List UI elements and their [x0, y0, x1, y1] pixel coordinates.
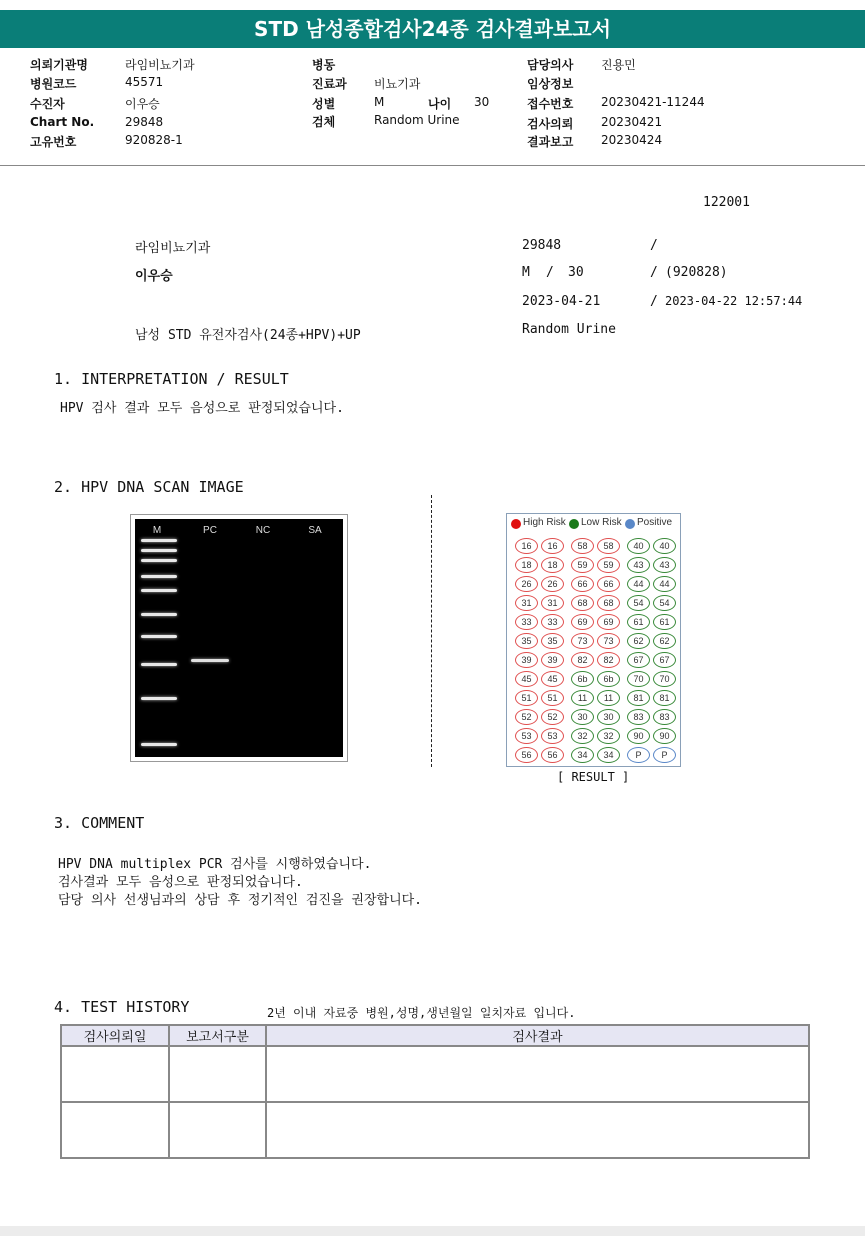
legend-dot-icon	[569, 519, 579, 529]
header-label: Chart No.	[30, 115, 95, 129]
header-value: 920828-1	[125, 133, 183, 147]
hpv-type-cell: 44	[653, 576, 676, 592]
header-label: 접수번호	[527, 97, 574, 111]
history-cell	[61, 1102, 169, 1158]
hpv-type-cell: 33	[541, 614, 564, 630]
hpv-type-cell: 35	[541, 633, 564, 649]
hpv-type-cell: 70	[653, 671, 676, 687]
comment-line-3: 담당 의사 선생님과의 상담 후 정기적인 검진을 권장합니다.	[58, 893, 423, 908]
page-footer-bar	[0, 1226, 865, 1236]
hpv-type-cell: 40	[627, 538, 650, 554]
hpv-type-cell: 35	[515, 633, 538, 649]
gel-image	[130, 514, 348, 762]
interpretation-text: HPV 검사 결과 모두 음성으로 판정되었습니다.	[60, 401, 344, 416]
gel-ladder-band	[141, 697, 177, 700]
legend-label: Low Risk	[581, 517, 622, 528]
hpv-type-cell: 67	[627, 652, 650, 668]
hpv-type-cell: 44	[627, 576, 650, 592]
hpv-type-cell: 66	[571, 576, 594, 592]
legend-label: High Risk	[523, 517, 566, 528]
hpv-type-cell: 31	[515, 595, 538, 611]
gel-ladder-band	[141, 539, 177, 542]
hpv-type-cell: 62	[627, 633, 650, 649]
hpv-type-cell: P	[627, 747, 650, 763]
hpv-type-cell: 45	[541, 671, 564, 687]
hpv-type-cell: 16	[515, 538, 538, 554]
comment-line-1: HPV DNA multiplex PCR 검사를 시행하였습니다.	[58, 857, 372, 872]
hpv-type-cell: 56	[541, 747, 564, 763]
summary-slash-2: /	[650, 265, 658, 280]
hpv-result-caption: [ RESULT ]	[557, 770, 630, 784]
summary-test-name: 남성 STD 유전자검사(24종+HPV)+UP	[135, 328, 361, 343]
hpv-type-cell: 73	[597, 633, 620, 649]
header-value: 20230421	[601, 115, 663, 129]
header-value: Random Urine	[374, 113, 460, 127]
hpv-type-cell: 33	[515, 614, 538, 630]
hpv-type-cell: 34	[597, 747, 620, 763]
age-label: 나이	[428, 97, 452, 111]
history-cell	[61, 1046, 169, 1102]
hpv-type-cell: 53	[515, 728, 538, 744]
hpv-type-cell: 18	[541, 557, 564, 573]
image-divider	[431, 495, 432, 767]
hpv-type-cell: 73	[571, 633, 594, 649]
hpv-type-cell: 83	[627, 709, 650, 725]
hpv-type-cell: 62	[653, 633, 676, 649]
hpv-type-cell: 40	[653, 538, 676, 554]
hpv-type-cell: 43	[653, 557, 676, 573]
legend-dot-icon	[511, 519, 521, 529]
hpv-type-cell: 53	[541, 728, 564, 744]
hpv-type-cell: 59	[597, 557, 620, 573]
summary-age: 30	[568, 265, 584, 280]
gel-background	[135, 519, 343, 757]
gel-ladder-band	[141, 589, 177, 592]
header-value: 29848	[125, 115, 164, 129]
header-label: 결과보고	[527, 135, 574, 149]
history-cell	[266, 1046, 809, 1102]
table-row	[61, 1102, 809, 1158]
hpv-type-cell: 11	[597, 690, 620, 706]
history-cell	[169, 1046, 266, 1102]
header-value: 이우승	[125, 97, 160, 111]
header-label: 담당의사	[527, 58, 574, 72]
hpv-type-cell: 90	[627, 728, 650, 744]
hpv-type-cell: 66	[597, 576, 620, 592]
history-cell	[266, 1102, 809, 1158]
gel-ladder-band	[141, 743, 177, 746]
section-2-title: 2. HPV DNA SCAN IMAGE	[54, 478, 244, 496]
hpv-type-cell: 68	[597, 595, 620, 611]
hpv-type-cell: 69	[571, 614, 594, 630]
hpv-type-cell: 56	[515, 747, 538, 763]
hpv-type-cell: 31	[541, 595, 564, 611]
hpv-type-cell: 30	[571, 709, 594, 725]
hpv-type-cell: 51	[515, 690, 538, 706]
summary-date-reported: 2023-04-22 12:57:44	[665, 294, 803, 308]
header-value: 20230421-11244	[601, 95, 705, 109]
hpv-type-cell: 61	[653, 614, 676, 630]
age-value: 30	[474, 95, 490, 109]
header-value: 비뇨기과	[374, 77, 421, 91]
hpv-type-cell: 18	[515, 557, 538, 573]
header-divider	[0, 165, 865, 166]
gel-lane-label: M	[152, 525, 162, 536]
hpv-type-cell: 70	[627, 671, 650, 687]
hpv-type-cell: 52	[541, 709, 564, 725]
header-label: 고유번호	[30, 135, 77, 149]
history-note: 2년 이내 자료중 병원,성명,생년월일 일치자료 입니다.	[267, 1006, 576, 1020]
hpv-type-cell: 90	[653, 728, 676, 744]
history-table	[60, 1024, 810, 1159]
section-4-title: 4. TEST HISTORY	[54, 998, 190, 1016]
header-value: 진용민	[601, 58, 636, 72]
hpv-type-cell: 51	[541, 690, 564, 706]
hpv-type-cell: 26	[515, 576, 538, 592]
hpv-result-panel	[506, 513, 681, 767]
history-cell	[169, 1102, 266, 1158]
hpv-type-cell: 68	[571, 595, 594, 611]
header-label: 임상정보	[527, 77, 574, 91]
hpv-type-cell: 81	[653, 690, 676, 706]
gel-ladder-band	[141, 575, 177, 578]
comment-line-2: 검사결과 모두 음성으로 판정되었습니다.	[58, 875, 303, 890]
hpv-type-cell: 54	[627, 595, 650, 611]
hpv-type-cell: 81	[627, 690, 650, 706]
section-3-title: 3. COMMENT	[54, 814, 145, 832]
hpv-type-cell: 39	[515, 652, 538, 668]
legend-dot-icon	[625, 519, 635, 529]
hpv-type-cell: 83	[653, 709, 676, 725]
hpv-type-cell: 30	[597, 709, 620, 725]
header-label: 병원코드	[30, 77, 77, 91]
gel-ladder-band	[141, 635, 177, 638]
summary-clinic: 라임비뇨기과	[135, 241, 211, 256]
gel-pc-band	[191, 659, 229, 662]
history-header-report-type: 보고서구분	[169, 1025, 266, 1046]
hpv-type-cell: 6b	[597, 671, 620, 687]
report-title: STD 남성종합검사24종 검사결과보고서	[0, 10, 865, 48]
history-header-row	[61, 1025, 809, 1046]
summary-sex-age-sep: /	[546, 265, 554, 280]
header-value: 20230424	[601, 133, 663, 147]
hpv-type-cell: 34	[571, 747, 594, 763]
history-header-request-date: 검사의뢰일	[61, 1025, 169, 1046]
hpv-type-cell: 58	[571, 538, 594, 554]
header-value: M	[374, 95, 385, 109]
gel-lane-label: PC	[203, 525, 217, 536]
summary-slash-3: /	[650, 294, 658, 309]
hpv-type-cell: 58	[597, 538, 620, 554]
hpv-type-cell: 45	[515, 671, 538, 687]
hpv-type-cell: 59	[571, 557, 594, 573]
gel-lane-label: NC	[255, 525, 271, 536]
summary-slash-1: /	[650, 238, 658, 253]
header-value: 45571	[125, 75, 164, 89]
header-value: 라임비뇨기과	[125, 58, 195, 72]
hpv-type-cell: 11	[571, 690, 594, 706]
header-label: 검체	[312, 115, 336, 129]
legend-label: Positive	[637, 517, 673, 528]
hpv-type-cell: 52	[515, 709, 538, 725]
gel-ladder-band	[141, 549, 177, 552]
hpv-type-cell: 69	[597, 614, 620, 630]
header-label: 성별	[312, 97, 336, 111]
hpv-type-cell: 32	[597, 728, 620, 744]
hpv-type-cell: 82	[597, 652, 620, 668]
summary-birth: (920828)	[665, 265, 728, 280]
report-code: 122001	[703, 195, 750, 210]
hpv-type-cell: 6b	[571, 671, 594, 687]
gel-lane-label: SA	[308, 525, 322, 536]
hpv-type-cell: 61	[627, 614, 650, 630]
hpv-type-cell: P	[653, 747, 676, 763]
hpv-type-cell: 82	[571, 652, 594, 668]
gel-ladder-band	[141, 613, 177, 616]
gel-ladder-band	[141, 559, 177, 562]
gel-ladder-band	[141, 663, 177, 666]
header-label: 진료과	[312, 77, 347, 91]
hpv-type-cell: 26	[541, 576, 564, 592]
summary-specimen: Random Urine	[522, 322, 616, 337]
summary-date-received: 2023-04-21	[522, 294, 601, 309]
hpv-type-cell: 67	[653, 652, 676, 668]
summary-chart-no: 29848	[522, 238, 562, 253]
hpv-type-cell: 39	[541, 652, 564, 668]
history-header-result: 검사결과	[266, 1025, 809, 1046]
hpv-type-cell: 54	[653, 595, 676, 611]
table-row	[61, 1046, 809, 1102]
hpv-type-cell: 32	[571, 728, 594, 744]
header-label: 의뢰기관명	[30, 58, 88, 72]
header-label: 병동	[312, 58, 336, 72]
hpv-type-cell: 16	[541, 538, 564, 554]
comment-block	[58, 856, 422, 910]
section-1-title: 1. INTERPRETATION / RESULT	[54, 370, 289, 388]
hpv-type-cell: 43	[627, 557, 650, 573]
header-label: 수진자	[30, 97, 65, 111]
summary-patient: 이우승	[135, 269, 173, 284]
header-label: 검사의뢰	[527, 117, 574, 131]
summary-sex: M	[522, 265, 530, 280]
